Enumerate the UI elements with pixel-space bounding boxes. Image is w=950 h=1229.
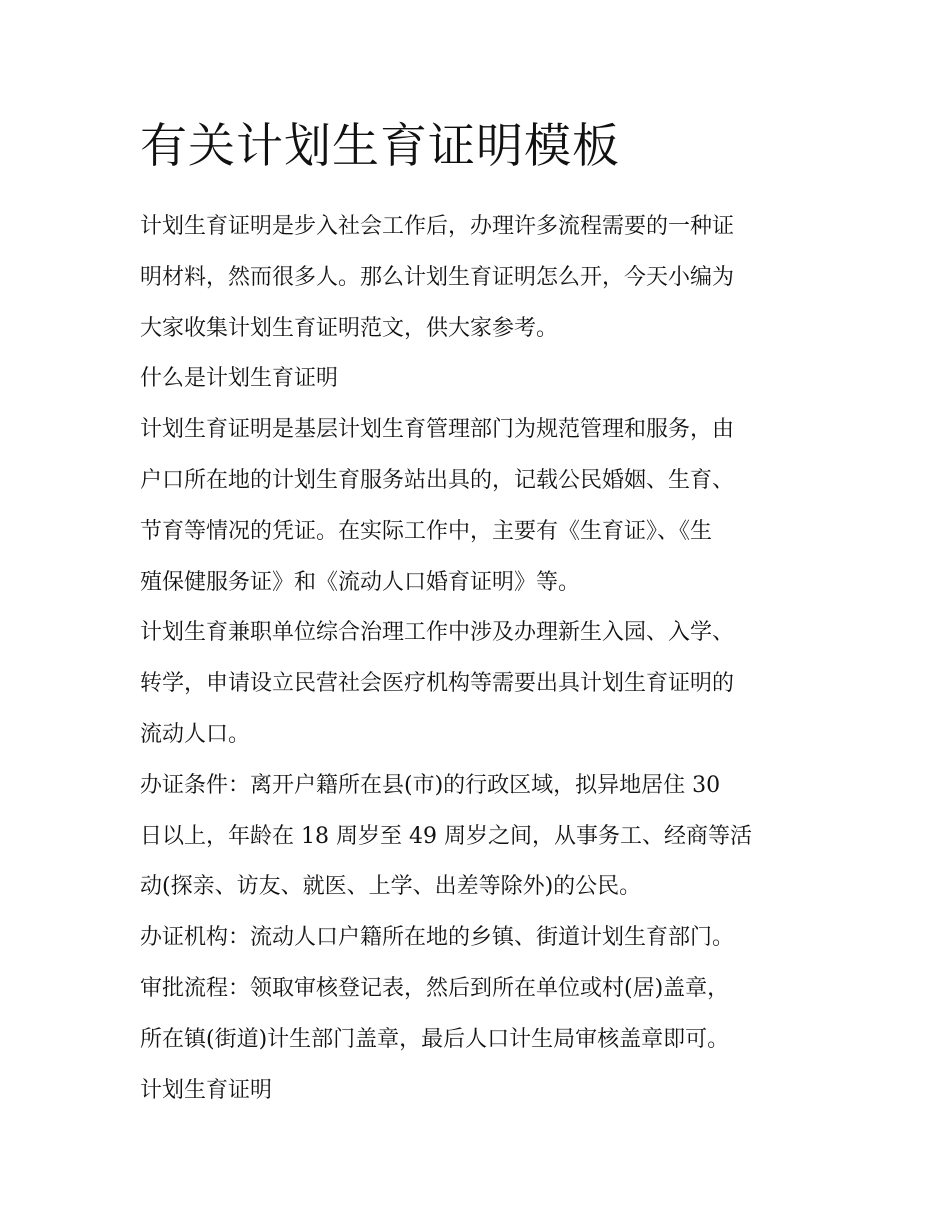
text-line: 转学，申请设立民营社会医疗机构等需要出具计划生育证明的 xyxy=(140,671,735,697)
text-line: 动(探亲、访友、就医、上学、出差等除外)的公民。 xyxy=(140,874,642,900)
paragraph-intro xyxy=(140,202,820,354)
text-line: 计划生育证明是步入社会工作后，办理许多流程需要的一种证 xyxy=(140,214,735,239)
paragraph-approval-process xyxy=(140,964,820,1066)
text-line: 什么是计划生育证明 xyxy=(140,366,339,392)
text-line: 流动人口。 xyxy=(140,721,251,747)
text-line: 大家收集计划生育证明范文，供大家参考。 xyxy=(140,315,559,341)
paragraph-usage xyxy=(140,608,820,760)
paragraph-definition xyxy=(140,405,820,608)
section-heading-what-is xyxy=(140,354,820,405)
text-line: 计划生育证明是基层计划生育管理部门为规范管理和服务，由 xyxy=(140,417,735,443)
section-heading-certificate xyxy=(140,1066,820,1117)
text-line: 所在镇(街道)计生部门盖章，最后人口计生局审核盖章即可。 xyxy=(140,1026,730,1052)
document-title: 有关计划生育证明模板 xyxy=(140,119,620,174)
text-line: 殖保健服务证》和《流动人口婚育证明》等。 xyxy=(140,569,581,595)
text-line: 办证条件：离开户籍所在县(市)的行政区域，拟异地居住 30 xyxy=(140,772,721,798)
paragraph-conditions xyxy=(140,761,820,913)
text-line: 户口所在地的计划生育服务站出具的，记载公民婚姻、生育、 xyxy=(140,467,735,493)
text-line: 日以上，年龄在 18 周岁至 49 周岁之间，从事务工、经商等活 xyxy=(140,823,752,849)
paragraph-issuing-agency xyxy=(140,913,820,964)
text-line: 节育等情况的凭证。在实际工作中，主要有《生育证》、《生 xyxy=(140,518,713,544)
document-page xyxy=(140,112,820,1116)
text-line: 计划生育兼职单位综合治理工作中涉及办理新生入园、入学、 xyxy=(140,620,735,646)
text-line: 办证机构：流动人口户籍所在地的乡镇、街道计划生育部门。 xyxy=(140,925,735,951)
text-line: 审批流程：领取审核登记表，然后到所在单位或村(居)盖章， xyxy=(140,975,730,1001)
text-line: 计划生育证明 xyxy=(140,1077,273,1103)
text-line: 明材料，然而很多人。那么计划生育证明怎么开，今天小编为 xyxy=(140,264,735,290)
